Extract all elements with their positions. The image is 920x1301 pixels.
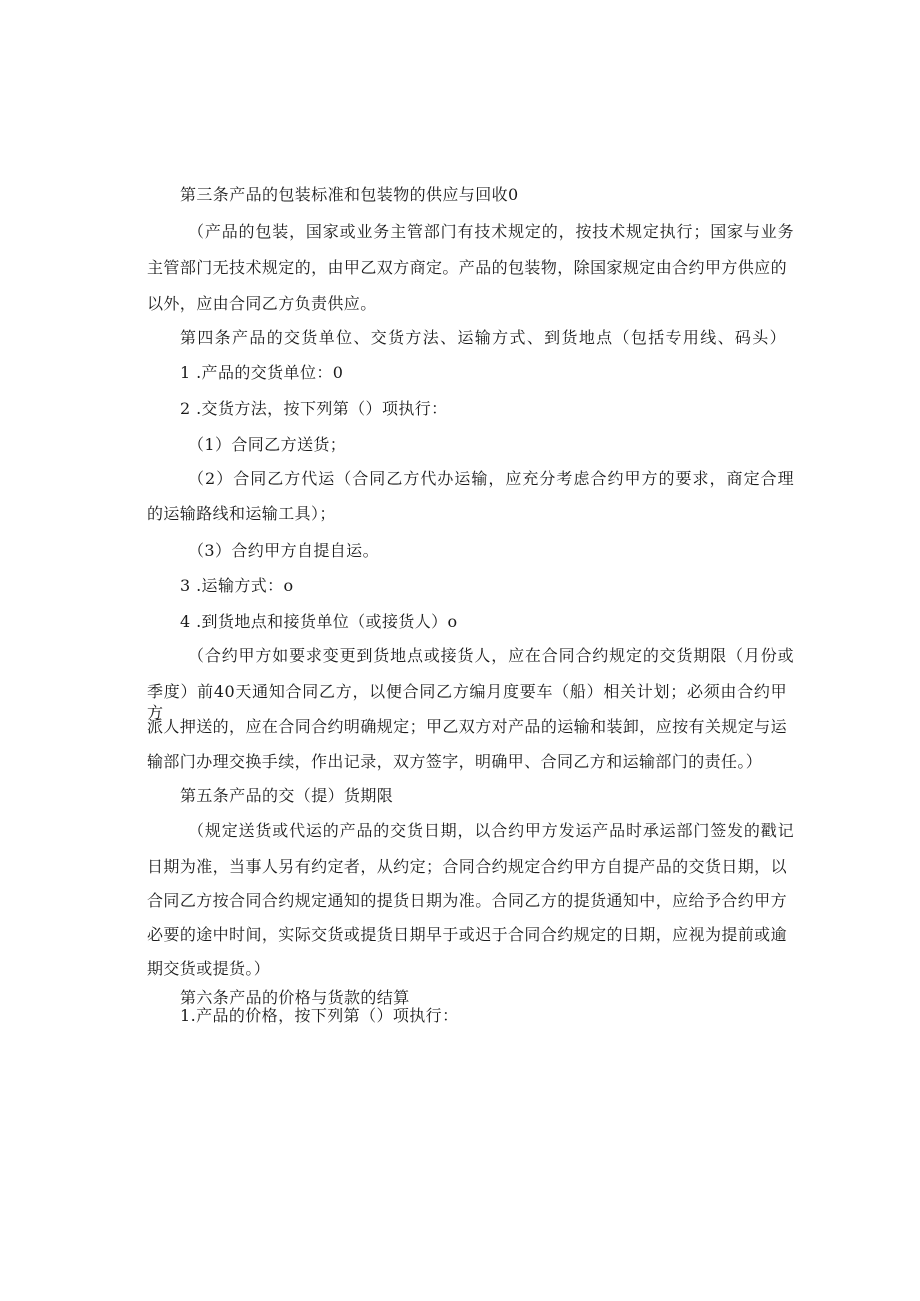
article5-paragraph-line <box>188 820 828 841</box>
article3-paragraph-text: （产品的包装，国家或业务主管部门有技术规定的，按技术规定执行；国家与业务 <box>188 222 794 241</box>
article5-paragraph-line <box>147 890 787 911</box>
article4-subitem-2-line: 的运输路线和运输工具）； <box>147 504 336 523</box>
article4-item-1: 1 .产品的交货单位：0 <box>180 363 344 382</box>
article4-subitem-1: （1）合同乙方送货； <box>188 435 347 454</box>
article6-heading: 第六条产品的价格与货款的结算 <box>180 988 410 1007</box>
article5-heading: 第五条产品的交（提）货期限 <box>180 786 394 805</box>
article4-paragraph-text: 季度）前40天通知合同乙方，以便合同乙方编月度要车（船）相关计划；必须由合约甲方 <box>147 682 787 722</box>
article4-item-2: 2 .交货方法，按下列第（）项执行： <box>180 399 448 418</box>
article4-subitem-3: （3）合约甲方自提自运。 <box>188 541 379 560</box>
article4-item-4: 4 .到货地点和接货单位（或接货人）o <box>180 612 458 631</box>
article4-heading-text: 第四条产品的交货单位、交货方法、运输方式、到货地点（包括专用线、码头） <box>180 328 786 347</box>
article3-paragraph-line <box>147 257 787 278</box>
article5-paragraph-line <box>147 924 787 945</box>
article4-paragraph-text: 派人押送的，应在合同合约明确规定；甲乙双方对产品的运输和装卸，应按有关规定与运 <box>147 717 787 736</box>
article5-paragraph-text: 必要的途中时间，实际交货或提货日期早于或迟于合同合约规定的日期，应视为提前或逾 <box>147 925 787 944</box>
article4-paragraph-line: 输部门办理交换手续，作出记录，双方签字，明确甲、合同乙方和运输部门的责任。） <box>147 752 763 771</box>
article3-paragraph-line: 以外，应由合同乙方负责供应。 <box>147 294 377 313</box>
article5-paragraph-text: 日期为准，当事人另有约定者，从约定；合同合约规定合约甲方自提产品的交货日期，以 <box>147 857 787 876</box>
article6-item-1: 1.产品的价格，按下列第（）项执行： <box>180 1006 459 1025</box>
article4-subitem-2-line <box>188 468 828 489</box>
article4-heading <box>180 327 820 348</box>
article4-item-3: 3 .运输方式：o <box>180 576 294 595</box>
article5-paragraph-line: 期交货或提货。） <box>147 959 271 978</box>
article5-paragraph-line <box>147 856 787 877</box>
article3-heading: 第三条产品的包装标准和包装物的供应与回收0 <box>180 185 519 204</box>
article4-paragraph-line <box>147 716 787 737</box>
article5-paragraph-text: （规定送货或代运的产品的交货日期，以合约甲方发运产品时承运部门签发的戳记 <box>188 821 794 840</box>
article4-paragraph-text: （合约甲方如要求变更到货地点或接货人，应在合同合约规定的交货期限（月份或 <box>188 646 794 665</box>
article3-paragraph-line <box>188 221 828 242</box>
article3-paragraph-text: 主管部门无技术规定的，由甲乙双方商定。产品的包装物，除国家规定由合约甲方供应的 <box>147 258 787 277</box>
article5-paragraph-text: 合同乙方按合同合约规定通知的提货日期为准。合同乙方的提货通知中，应给予合约甲方 <box>147 891 787 910</box>
article4-paragraph-line <box>188 645 828 666</box>
article4-subitem-2-text: （2）合同乙方代运（合同乙方代办运输，应充分考虑合约甲方的要求，商定合理 <box>188 469 794 488</box>
